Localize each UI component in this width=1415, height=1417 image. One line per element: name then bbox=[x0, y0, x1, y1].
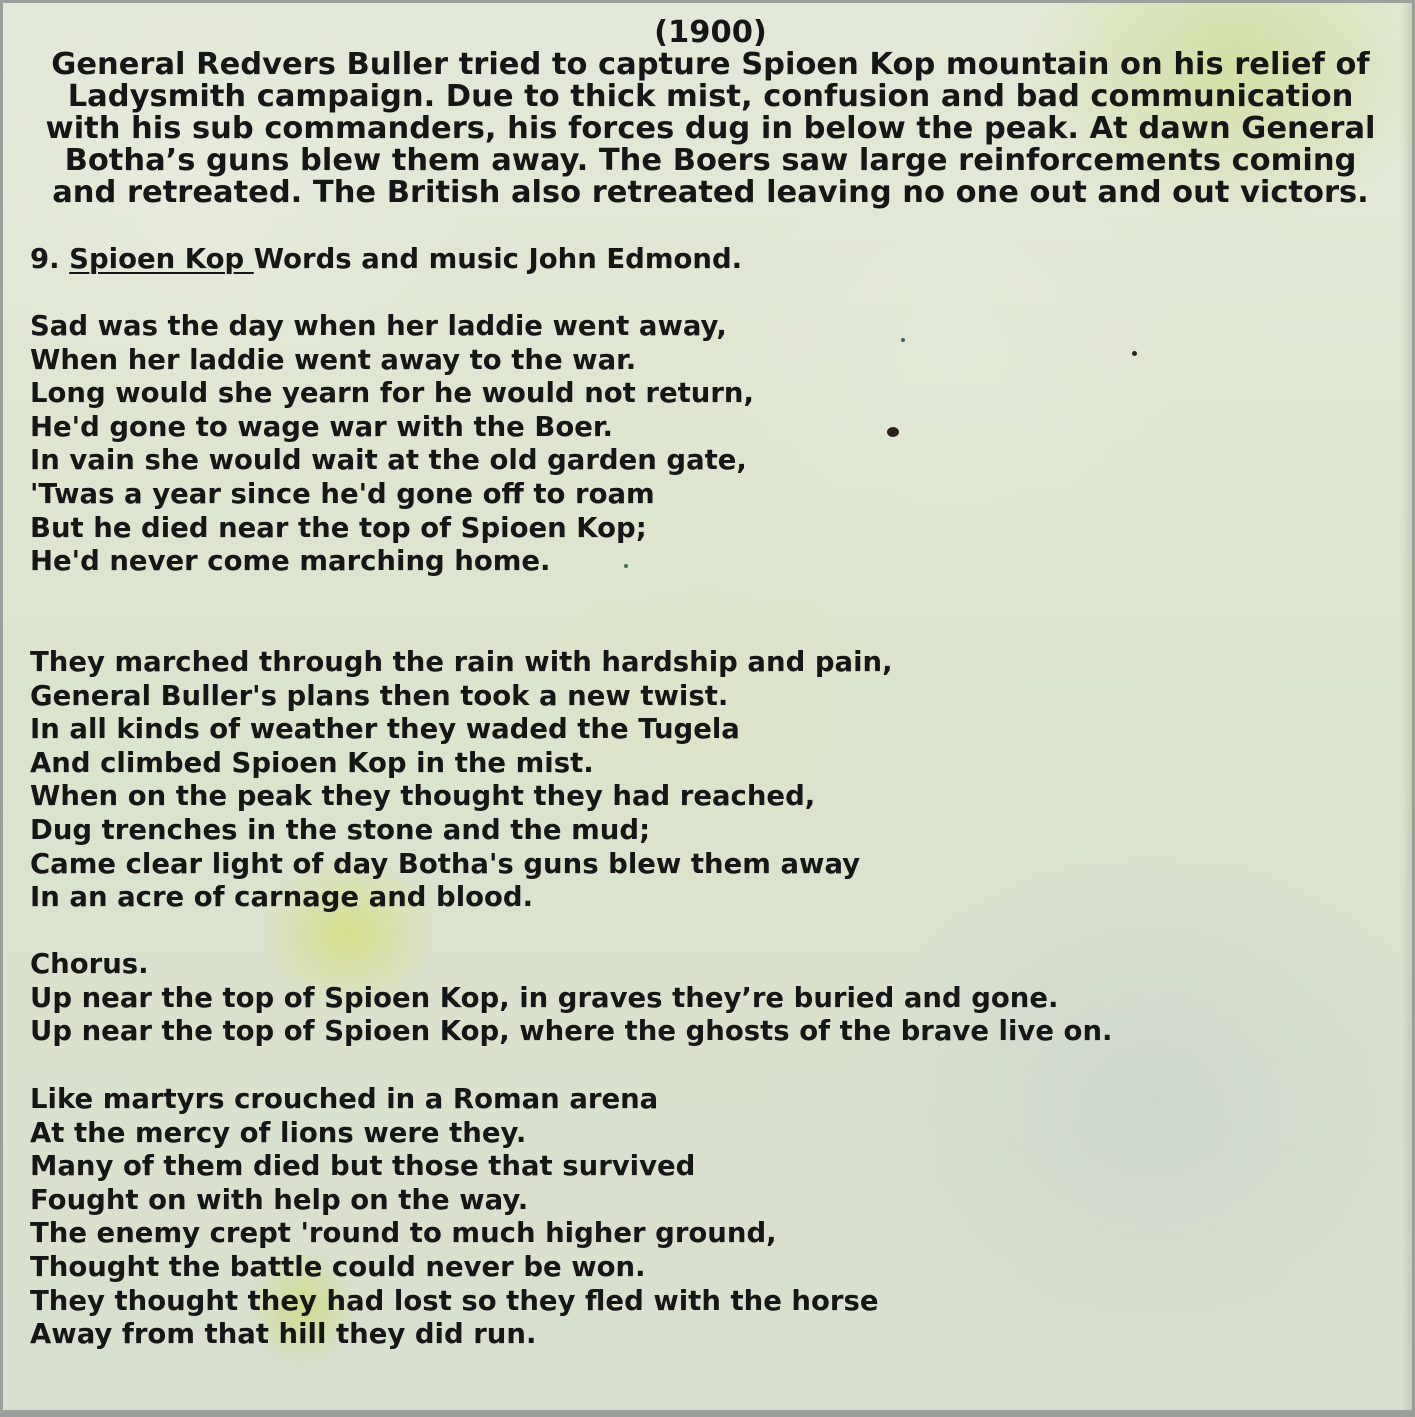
verse-2 bbox=[30, 646, 893, 915]
lyric-line: In all kinds of weather they waded the Tugela bbox=[30, 713, 740, 746]
lyric-line: Away from that hill they did run. bbox=[30, 1318, 537, 1351]
lyric-line: They thought they had lost so they fled with the horse bbox=[30, 1284, 879, 1317]
lyric-line: General Buller's plans then took a new twist. bbox=[30, 679, 729, 712]
lyric-line: Came clear light of day Botha's guns blew them away bbox=[30, 847, 861, 880]
verse-3 bbox=[30, 1083, 878, 1352]
intro-paragraph: General Redvers Buller tried to capture Spioen Kop mountain on his relief of Ladysmith campaign. Due to thick mist, confusion and bad communication with his sub commanders, his forces dug in below the peak. At dawn General Botha’s guns blew them away. The Boers saw large reinforcements coming and retreated. The British also retreated leaving no one out and out victors. bbox=[45, 47, 1376, 210]
lyric-line: Fought on with help on the way. bbox=[30, 1183, 529, 1216]
lyric-line: Like martyrs crouched in a Roman arena bbox=[30, 1083, 659, 1115]
song-heading bbox=[30, 242, 742, 276]
lyric-line: At the mercy of lions were they. bbox=[30, 1116, 527, 1149]
lyric-line: Sad was the day when her laddie went away, bbox=[30, 310, 727, 342]
lyric-line: Thought the battle could never be won. bbox=[30, 1250, 646, 1283]
lyric-line: The enemy crept 'round to much higher ground, bbox=[30, 1217, 777, 1250]
song-credit: Words and music John Edmond. bbox=[253, 243, 743, 275]
lyric-line: But he died near the top of Spioen Kop; bbox=[30, 511, 647, 544]
lyric-line: Long would she yearn for he would not return, bbox=[30, 377, 754, 410]
lyric-line: Many of them died but those that survived bbox=[30, 1150, 696, 1183]
song-number: 9. bbox=[30, 243, 60, 275]
lyric-line: Up near the top of Spioen Kop, in graves they’re buried and gone. bbox=[30, 981, 1059, 1014]
lyric-line: He'd never come marching home. bbox=[30, 545, 551, 578]
paper-speck bbox=[1132, 351, 1137, 356]
lyric-line: Up near the top of Spioen Kop, where the ghosts of the brave live on. bbox=[30, 1015, 1113, 1048]
intro-year: (1900) bbox=[654, 15, 767, 50]
historical-intro bbox=[43, 17, 1378, 209]
lyric-line: In vain she would wait at the old garden gate, bbox=[30, 444, 747, 477]
song-title: Spioen Kop bbox=[69, 243, 254, 275]
lyric-line: 'Twas a year since he'd gone off to roam bbox=[30, 477, 655, 510]
lyric-line: He'd gone to wage war with the Boer. bbox=[30, 410, 613, 443]
paper-speck bbox=[887, 427, 899, 437]
lyric-line: In an acre of carnage and blood. bbox=[30, 881, 534, 914]
verse-1 bbox=[30, 310, 754, 579]
lyric-line: They marched through the rain with hardship and pain, bbox=[30, 646, 893, 678]
lyric-line: When on the peak they thought they had reached, bbox=[30, 780, 816, 813]
lyric-line: When her laddie went away to the war. bbox=[30, 343, 637, 376]
paper-speck bbox=[901, 338, 905, 342]
chorus-label: Chorus. bbox=[30, 948, 149, 980]
lyric-line: And climbed Spioen Kop in the mist. bbox=[30, 746, 594, 779]
chorus bbox=[30, 948, 1112, 1049]
lyric-line: Dug trenches in the stone and the mud; bbox=[30, 813, 651, 846]
